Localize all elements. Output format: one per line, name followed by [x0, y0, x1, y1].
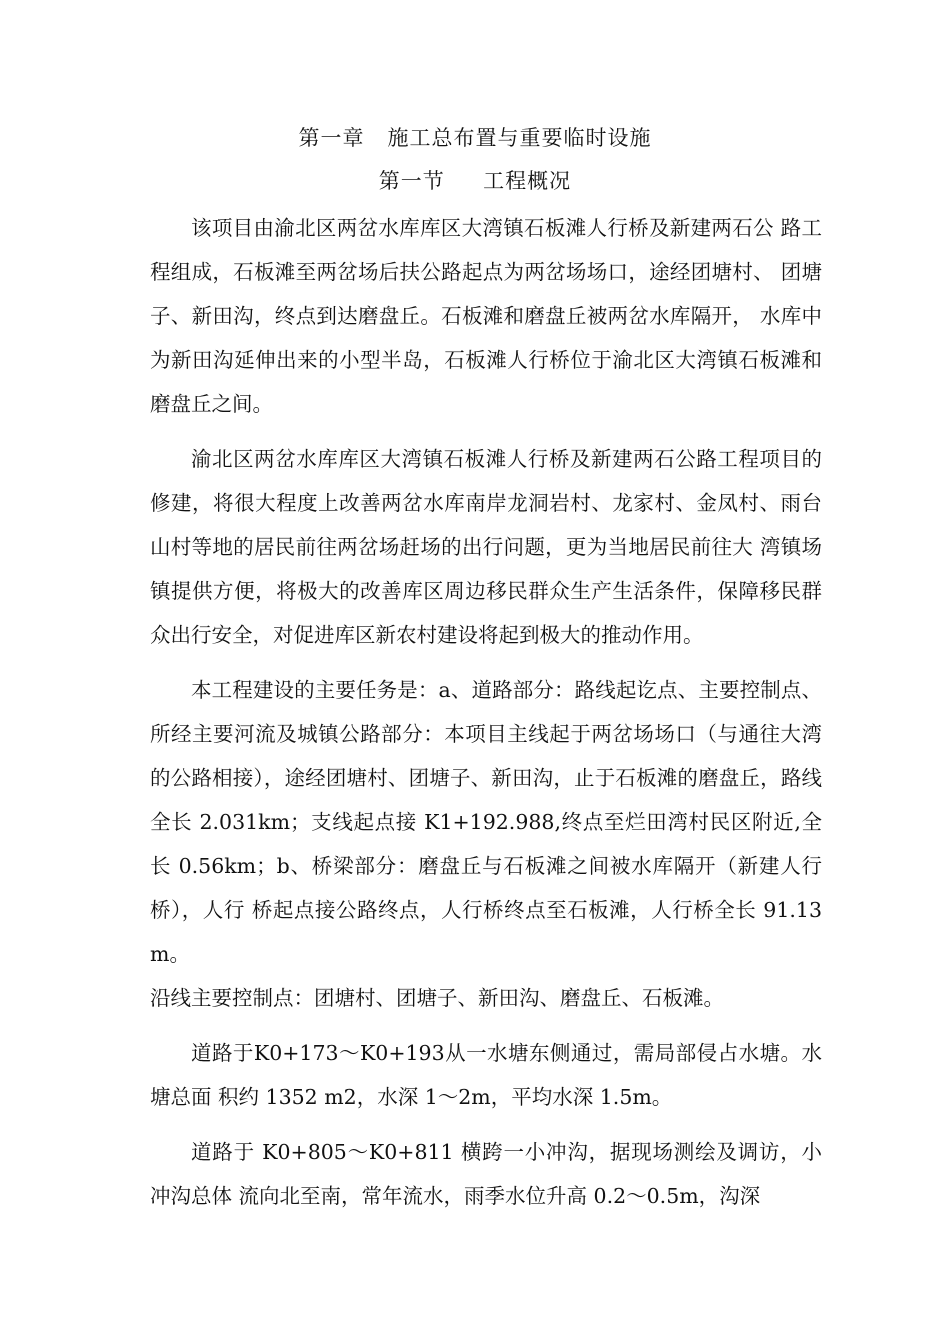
- section-title: 第一节 工程概况: [378, 169, 572, 193]
- chapter-title: 第一章 施工总布置与重要临时设施: [298, 126, 652, 150]
- paragraph-pond-crossing: 道路于K0+173～K0+193从一水塘东侧通过，需局部侵占水塘。水塘总面 积约 1352 m2，水深 1～2m，平均水深 1.5m。: [150, 1041, 822, 1109]
- paragraph-control-points: 沿线主要控制点：团塘村、团塘子、新田沟、磨盘丘、石板滩。: [150, 986, 724, 1010]
- paragraph-project-significance: 渝北区两岔水库库区大湾镇石板滩人行桥及新建两石公路工程项目的修建，将很大程度上改善两岔水库南岸龙洞岩村、龙家村、金凤村、雨台山村等地的居民前往两岔场赶场的出行问题，更为当地居民前往大 湾镇场镇提供方便，将极大的改善库区周边移民群众生产生活条件，保障移民群众出行安全，对促进库区新农村建设将起到极大的推动作用。: [150, 447, 822, 647]
- paragraph-gully-crossing: 道路于 K0+805～K0+811 横跨一小冲沟，据现场测绘及调访，小冲沟总体 流向北至南，常年流水，雨季水位升高 0.2～0.5m，沟深: [150, 1140, 822, 1208]
- paragraph-main-tasks: 本工程建设的主要任务是：a、道路部分：路线起讫点、主要控制点、所经主要河流及城镇公路部分：本项目主线起于两岔场场口（与通往大湾的公路相接），途经团塘村、团塘子、新田沟，止于石板滩的磨盘丘，路线全长 2.031km；支线起点接 K1+192.988,终点至烂田湾村民区附近,全长 0.56km；b、桥梁部分：磨盘丘与石板滩之间被水库隔开（新建人行桥），人行 桥起点接公路终点，人行桥终点至石板滩，人行桥全长 91.13m。: [150, 678, 822, 966]
- document-body: [150, 206, 822, 1218]
- paragraph-project-overview: 该项目由渝北区两岔水库库区大湾镇石板滩人行桥及新建两石公 路工程组成，石板滩至两岔场后扶公路起点为两岔场场口，途经团塘村、 团塘子、新田沟，终点到达磨盘丘。石板滩和磨盘丘被两岔水库隔开， 水库中为新田沟延伸出来的小型半岛，石板滩人行桥位于渝北区大湾镇石板滩和磨盘丘之间。: [150, 216, 822, 416]
